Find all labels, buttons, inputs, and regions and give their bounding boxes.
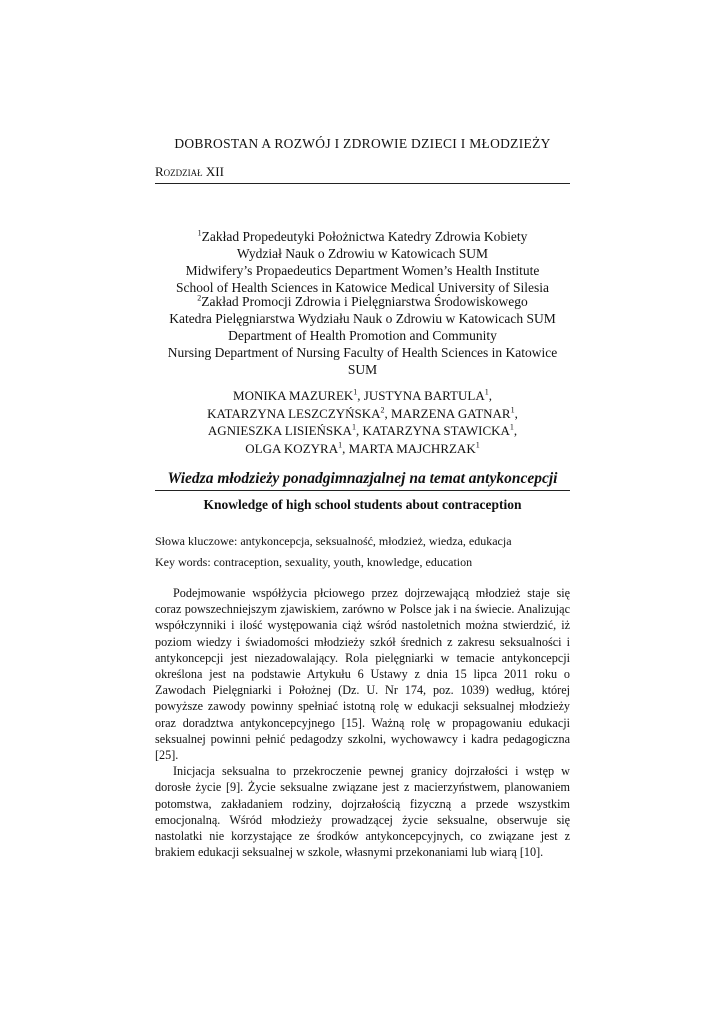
author-list — [150, 387, 575, 457]
keywords-polish: Słowa kluczowe: antykoncepcja, seksualność, młodzież, wiedza, edukacja — [155, 534, 512, 548]
affiliation-1 — [150, 228, 575, 296]
affiliation-1-line3: Midwifery’s Propaedeutics Department Women’s Health Institute — [185, 263, 540, 278]
running-title: DOBROSTAN A ROZWÓJ I ZDROWIE DZIECI I MŁODZIEŻY — [174, 136, 551, 151]
affiliation-1-line4: School of Health Sciences in Katowice Medical University of Silesia — [175, 280, 550, 295]
affiliation-2-line5: SUM — [347, 362, 378, 377]
chapter-label: Rozdział XII — [155, 164, 570, 184]
affiliation-2-line3: Department of Health Promotion and Community — [228, 328, 497, 343]
author-line-2: KATARZYNA LESZCZYŃSKA$^2$, MARZENA GATNAR$^1$, — [207, 405, 518, 421]
paragraph-1: Podejmowanie współżycia płciowego przez dojrzewającą młodzież staje się coraz powszechniejszym zjawiskiem, zarówno w Polsce jak i na świecie. Analizując współczynniki i ilość występowania ciąż wśród nastoletnich można stwierdzić, iż poziom wiedzy i świadomości młodzieży szkół średnich z zakresu seksualności i antykoncepcji jest niezadowalający. Rola pielęgniarki w temacie antykoncepcji określona jest na podstawie Artykułu 6 Ustawy z dnia 15 lipca 2011 roku o Zawodach Pielęgniarki i Położnej (Dz. U. Nr 174, poz. 1039) według, której powyższe zawody powinny spełniać istotną rolę w edukacji seksualnej młodzieży oraz doradztwa antykoncepcyjnego [15]. Ważną rolę w propagowaniu edukacji seksualnej powinni pełnić pedagodzy szkolni, wychowawcy i kadra pedagogiczna [25]. — [155, 586, 570, 763]
paper-title-english: Knowledge of high school students about contraception — [203, 497, 522, 512]
affiliation-2-line1: $^2$Zakład Promocji Zdrowia i Pielęgniarstwa Środowiskowego — [197, 293, 528, 309]
paragraph-2: Inicjacja seksualna to przekroczenie pewnej granicy dojrzałości i wstęp w dorosłe życie [9]. Życie seksualne związane jest z macierzyństwem, planowaniem potomstwa, zakładaniem rodziny, dojrzałością fizyczną a przede wszystkim emocjonalną. Wśród młodzieży prowadzącej życie seksualne, obserwuje się nastolatki nie korzystające ze środków antykoncepcyjnych, co związane jest z brakiem edukacji seksualnej w szkole, własnymi przekonaniami lub wiarą [10]. — [155, 764, 570, 860]
body-text — [155, 585, 570, 860]
affiliation-2-line4: Nursing Department of Nursing Faculty of Health Sciences in Katowice — [167, 345, 558, 360]
paper-title-polish: Wiedza młodzieży ponadgimnazjalnej na temat antykoncepcji — [155, 470, 570, 491]
author-line-1: MONIKA MAZUREK$^1$, JUSTYNA BARTULA$^1$, — [233, 387, 492, 403]
running-header — [155, 136, 570, 184]
author-line-4: OLGA KOZYRA$^1$, MARTA MAJCHRZAK$^1$ — [245, 440, 480, 456]
author-line-3: AGNIESZKA LISIEŃSKA$^1$, KATARZYNA STAWICKA$^1$, — [207, 422, 518, 438]
keywords-english: Key words: contraception, sexuality, youth, knowledge, education — [155, 555, 473, 569]
affiliation-1-line1: $^1$Zakład Propedeutyki Położnictwa Katedry Zdrowia Kobiety — [197, 228, 528, 244]
affiliation-2-line2: Katedra Pielęgniarstwa Wydziału Nauk o Zdrowiu w Katowicach SUM — [169, 311, 556, 326]
affiliation-1-line2: Wydział Nauk o Zdrowiu w Katowicach SUM — [236, 246, 489, 261]
affiliation-2 — [150, 293, 575, 378]
